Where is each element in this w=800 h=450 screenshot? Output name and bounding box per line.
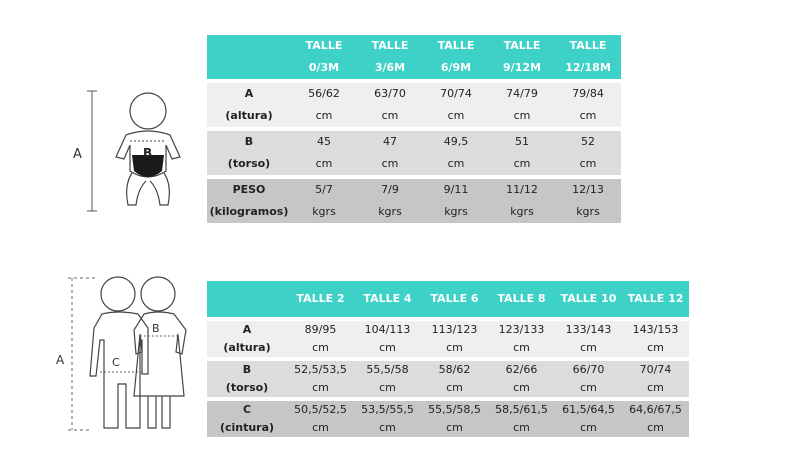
table-cell: 9/11 kgrs [423,179,489,223]
baby-header-cell: TALLE 3/6M [357,35,423,79]
kids-header-cell: TALLE 12 [622,281,689,317]
table-cell: 53,5/55,5 cm [354,401,421,437]
kids-header-cell: TALLE 4 [354,281,421,317]
table-cell: 7/9 kgrs [357,179,423,223]
table-cell: 12/13 kgrs [555,179,621,223]
table-cell: 49,5 cm [423,131,489,175]
kids-header-empty [207,281,287,317]
baby-label-a: A [73,147,82,162]
table-cell: 74/79 cm [489,83,555,127]
table-cell: 62/66 cm [488,361,555,397]
table-cell: 113/123 cm [421,321,488,357]
baby-header-cell: TALLE 6/9M [423,35,489,79]
table-cell: 55,5/58 cm [354,361,421,397]
baby-label-b: B [143,146,153,160]
kids-label-b: B [152,322,160,335]
table-cell: 58,5/61,5 cm [488,401,555,437]
table-cell: 55,5/58,5 cm [421,401,488,437]
kids-label-a: A [56,353,65,367]
kids-label-c: C [112,356,120,369]
table-cell: 47 cm [357,131,423,175]
table-cell: 104/113 cm [354,321,421,357]
table-cell: 133/143 cm [555,321,622,357]
kids-header-row [207,281,689,317]
kids-header-cell: TALLE 6 [421,281,488,317]
baby-header-row [207,35,621,79]
baby-header-empty [207,35,291,79]
row-label: B (torso) [207,131,291,175]
table-cell: 70/74 cm [423,83,489,127]
table-cell: 45 cm [291,131,357,175]
baby-header-cell: TALLE 0/3M [291,35,357,79]
table-cell: 52,5/53,5 cm [287,361,354,397]
table-cell: 51 cm [489,131,555,175]
table-cell: 11/12 kgrs [489,179,555,223]
row-label: B (torso) [207,361,287,397]
table-cell: 50,5/52,5 cm [287,401,354,437]
row-label: A (altura) [207,83,291,127]
baby-header-cell: TALLE 12/18M [555,35,621,79]
baby-header-cell: TALLE 9/12M [489,35,555,79]
table-cell: 5/7 kgrs [291,179,357,223]
baby-measure-figure [68,85,188,215]
table-cell: 61,5/64,5 cm [555,401,622,437]
table-row [207,361,689,397]
table-row [207,179,621,223]
row-label: PESO (kilogramos) [207,179,291,223]
table-cell: 52 cm [555,131,621,175]
table-cell: 79/84 cm [555,83,621,127]
baby-size-table [207,35,621,223]
kids-size-table [207,281,689,437]
table-cell: 56/62 cm [291,83,357,127]
kids-header-cell: TALLE 10 [555,281,622,317]
table-row [207,83,621,127]
row-label: C (cintura) [207,401,287,437]
kids-header-cell: TALLE 8 [488,281,555,317]
table-cell: 64,6/67,5 cm [622,401,689,437]
table-cell: 70/74 cm [622,361,689,397]
kids-header-cell: TALLE 2 [287,281,354,317]
table-row [207,401,689,437]
table-cell: 143/153 cm [622,321,689,357]
kids-measure-figure [52,272,202,437]
table-cell: 63/70 cm [357,83,423,127]
row-label: A (altura) [207,321,287,357]
table-cell: 89/95 cm [287,321,354,357]
table-row [207,131,621,175]
table-cell: 123/133 cm [488,321,555,357]
table-cell: 58/62 cm [421,361,488,397]
table-cell: 66/70 cm [555,361,622,397]
table-row [207,321,689,357]
